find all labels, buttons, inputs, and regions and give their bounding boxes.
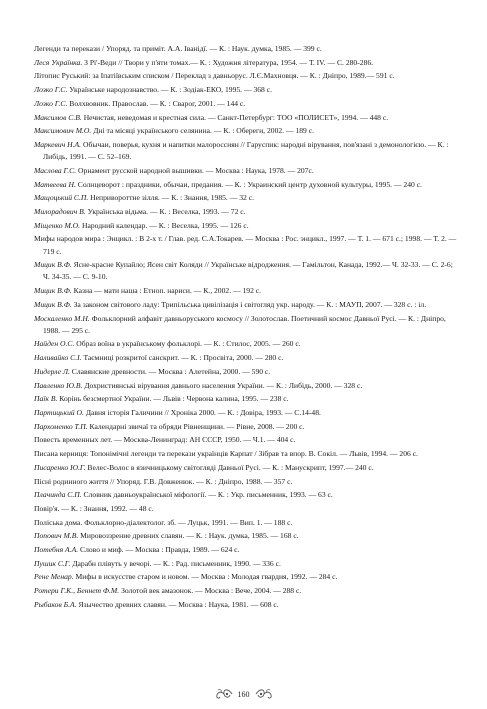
bibliography-entry xyxy=(34,112,460,124)
bibliography-entry xyxy=(34,380,460,392)
bibliography-entry xyxy=(34,558,460,570)
entry-author: Паїк В. xyxy=(34,394,58,404)
entry-author: Максимович М.О. xyxy=(34,126,92,136)
bibliography-entry xyxy=(34,489,460,501)
entry-author: Москаленко М.Н. xyxy=(34,313,90,323)
entry-author: Мицик В.Ф. xyxy=(34,299,72,309)
entry-text: Мировоззрение древних славян. — К. : Наук. думка, 1985. — 168 с. xyxy=(78,531,299,541)
entry-text: Повесть временных лет. — Москва-Ленинград: АН СССР, 1950. — Ч.1. — 404 с. xyxy=(34,435,296,445)
bibliography-entry xyxy=(34,476,460,488)
bibliography-entry xyxy=(34,421,460,433)
bibliography-entry xyxy=(34,338,460,350)
entry-text: За законом світового ладу: Трипільська цивілізація і світогляд укр. народу. — К. : МАУП, 2007. — 328 с. : іл. xyxy=(71,299,427,309)
entry-author: Маслова Г.С. xyxy=(34,165,77,175)
bibliography-entry xyxy=(34,299,460,311)
entry-author: Нидерле Л. xyxy=(34,366,70,376)
bibliography-entry xyxy=(34,98,460,110)
bibliography-entry xyxy=(34,84,460,96)
bibliography-entry xyxy=(34,206,460,218)
entry-author: Милорадович В. xyxy=(34,206,86,216)
entry-text: Дохристиянські вірування давнього населення України. — К. : Либідь, 2000. — 328 с. xyxy=(82,380,363,390)
bibliography-entry xyxy=(34,530,460,542)
entry-author: Лозко Г.С. xyxy=(34,98,68,108)
entry-text: Солнцеворот : праздники, обычаи, предания. — К. : Украинский центр духовной культуры, 1995. — 240 с. xyxy=(75,179,422,189)
bibliography-entry xyxy=(34,448,460,460)
entry-text: Слово и миф. — Москва : Правда, 1989. — 624 с. xyxy=(78,545,240,555)
bibliography-entry xyxy=(34,57,460,69)
entry-author: Рене Менар. xyxy=(34,572,74,582)
entry-author: Лозко Г.С. xyxy=(34,85,68,95)
entry-author: Маркевич Н.А. xyxy=(34,139,82,149)
bibliography-entry xyxy=(34,544,460,556)
entry-text: Легенди та перекази / Упоряд. та приміт. А.А. Іванідї. — К. : Наук. думка, 1985. — 399 с. xyxy=(34,44,322,53)
entry-author: Пархоменко Т.П. xyxy=(34,421,88,431)
entry-text: Волхвовник. Православ. — К. : Сварог, 2001. — 144 с. xyxy=(67,98,246,108)
entry-text: Мифы народов мира : Энцикл. : В 2-х т. / Глав. ред. С.А.Токарев. — Москва : Рос. энцикл., 1997. — Т. 1. — 671 с.; 1998. — Т. 2. — 719 с. xyxy=(34,234,457,256)
bibliography-entry xyxy=(34,352,460,364)
bibliography-entry xyxy=(34,285,460,297)
bibliography-entry xyxy=(34,43,460,55)
bibliography-entry xyxy=(34,503,460,515)
bibliography-entry xyxy=(34,220,460,232)
entry-text: Українське народознавство. — К. : Зодіак-ЕКО, 1995. — 368 с. xyxy=(67,85,273,95)
entry-text: Українська відьма. — К. : Веселка, 1993. — 72 с. xyxy=(85,206,246,216)
bibliography-entry xyxy=(34,233,460,257)
entry-text: Словник давньоукраїнської міфології. — К. : Укр. письменник, 1993. — 63 с. xyxy=(81,490,333,500)
bibliography-entry xyxy=(34,599,460,611)
entry-text: Язычество древних славян. — Москва : Наука, 1981. — 608 с. xyxy=(76,599,279,609)
bibliography-entry xyxy=(34,462,460,474)
entry-text: Народний календар. — К. : Веселка, 1995. — 126 с. xyxy=(80,220,249,230)
entry-author: Леся Українка. xyxy=(34,57,83,67)
entry-text: Мифы в искусстве старом и новом. — Москва : Молодая гвардия, 1992. — 284 с. xyxy=(73,572,338,582)
bibliography-entry xyxy=(34,139,460,163)
bibliography-entry xyxy=(34,407,460,419)
entry-author: Найден О.С. xyxy=(34,339,75,349)
entry-author: Матвеева Н. xyxy=(34,179,76,189)
entry-text: Золотой век амазонок. — Москва : Вече, 2004. — 288 с. xyxy=(119,586,302,596)
page-footer xyxy=(0,684,487,704)
entry-author: Міщенко М.О. xyxy=(34,220,81,230)
entry-author: Мицик В.Ф. xyxy=(34,260,72,270)
entry-text: Писана керниця: Топонімічні легенди та перекази українців Карпат / Зібрав та впор. В. Сокіл. — Львів, 1994. — 206 с. xyxy=(34,449,418,459)
entry-text: Дарабн плівуть у вечорі. — К. : Рад. письменник, 1990. — 336 с. xyxy=(70,558,281,568)
entry-author: Рыбаков Б.А. xyxy=(34,599,77,609)
bibliography-entry xyxy=(34,125,460,137)
entry-text: Образ воїна в українському фольклорі. — К. : Стилос, 2005. — 260 с. xyxy=(74,339,301,349)
entry-text: Непривороттне зілля. — К. : Знання, 1985. — 32 с. xyxy=(88,193,254,203)
bibliography-entry xyxy=(34,259,460,283)
entry-author: Пушик С.Г. xyxy=(34,558,71,568)
bibliography-entry xyxy=(34,165,460,177)
entry-author: Мащоцький С.П. xyxy=(34,193,89,203)
entry-author: Максимов С.В. xyxy=(34,112,82,122)
entry-text: Повір'я. — К. : Знання, 1992. — 48 с. xyxy=(34,503,154,513)
entry-author: Мицик В.Ф. xyxy=(34,286,72,296)
floral-ornament-icon xyxy=(214,686,234,702)
entry-author: Попович М.В. xyxy=(34,531,79,541)
entry-author: Плачинда С.П. xyxy=(34,490,82,500)
entry-text: Літопис Руський: за Іпатіївським списком / Переклад з давньорус. Л.Є.Махновця. — К. : Дніпро, 1989.— 591 с. xyxy=(34,71,395,81)
bibliography-entry xyxy=(34,313,460,337)
entry-text: Дні та місяці українського селянина. — К. : Обереги, 2002. — 189 с. xyxy=(91,126,315,136)
page-number: 160 xyxy=(237,689,250,699)
entry-text: Казна — мати наша : Етноп. нариси. — К., 2002. — 192 с. xyxy=(71,286,262,296)
entry-text: Славянские древности. — Москва : Алетейна, 2000. — 590 с. xyxy=(69,366,271,376)
entry-text: З Рі'-Веди // Твори у п'яти томах.— К. : Художня література, 1954. — Т. IV. — С. 280-286. xyxy=(82,57,374,67)
floral-ornament-icon xyxy=(254,686,274,702)
entry-author: Писаренко Ю.Г. xyxy=(34,462,86,472)
bibliography-entry xyxy=(34,70,460,82)
entry-text: Нечистая, неведомая и крестная сила. — Санкт-Петербург: ТОО «ПОЛИСЕТ», 1994. — 448 с. xyxy=(81,112,389,122)
entry-text: Таємниці розкритої санскрит. — К. : Просвіта, 2000. — 280 с. xyxy=(81,353,284,363)
bibliography-entry xyxy=(34,517,460,529)
bibliography-entry xyxy=(34,434,460,446)
entry-author: Партицький О. xyxy=(34,407,84,417)
entry-text: Календарні звичаї та обряди Рівненщини. — Рівне, 2008. — 200 с. xyxy=(87,421,305,431)
entry-text: Корінь безсмертної України. — Львів : Червона калина, 1995. — 238 с. xyxy=(57,394,289,404)
entry-text: Пісні родинного життя // Упоряд. Г.В. Довженюк. — К. : Дніпро, 1988. — 357 с. xyxy=(34,476,293,486)
bibliography-entry xyxy=(34,179,460,191)
entry-text: Поліська дома. Фольклорно-діалектолог. зб. — Луцьк, 1991. — Вип. 1. — 188 с. xyxy=(34,517,293,527)
entry-author: Ротери Г.К., Беннет Ф.М. xyxy=(34,586,120,596)
entry-author: Наливайко С.І. xyxy=(34,353,82,363)
entry-text: Обычаи, поверья, кухня и напитки малороссиян // Гаруспик: народні вірування, пов'язані з демонологією. — К. : Либідь, 1991. — С. 52–169. xyxy=(43,139,449,162)
bibliography-entry xyxy=(34,192,460,204)
entry-text: Орнамент русской народной вышивки. — Москва : Наука, 1978. — 207с. xyxy=(76,165,314,175)
entry-text: Фольклорний алфавіт давньоруського космосу // Золотослав. Поетичний космос Давньої Русі. — К. : Дніпро, 1988. — 295 с. xyxy=(43,313,446,335)
entry-text: Давня історія Галичини // Хроніка 2000. — К. : Довіра, 1993. — С.14-48. xyxy=(83,407,321,417)
entry-text: Велес-Волос в язичницькому світогляді Давньої Русі. — К. : Манускрипт, 1997.— 240 с. xyxy=(85,462,374,472)
bibliography-list xyxy=(34,43,460,613)
entry-author: Потебня А.А. xyxy=(34,545,79,555)
entry-author: Павленко Ю.В. xyxy=(34,380,83,390)
bibliography-entry xyxy=(34,393,460,405)
entry-text: Ясне-красне Купайло; Ясен світ Коляди // Українське відродження. — Гамільтон, Канада, 1992.— Ч. 32-33. — С. 2-6; Ч. 34-35. — С. 9-10. xyxy=(43,260,453,282)
bibliography-entry xyxy=(34,366,460,378)
bibliography-entry xyxy=(34,571,460,583)
bibliography-entry xyxy=(34,585,460,597)
